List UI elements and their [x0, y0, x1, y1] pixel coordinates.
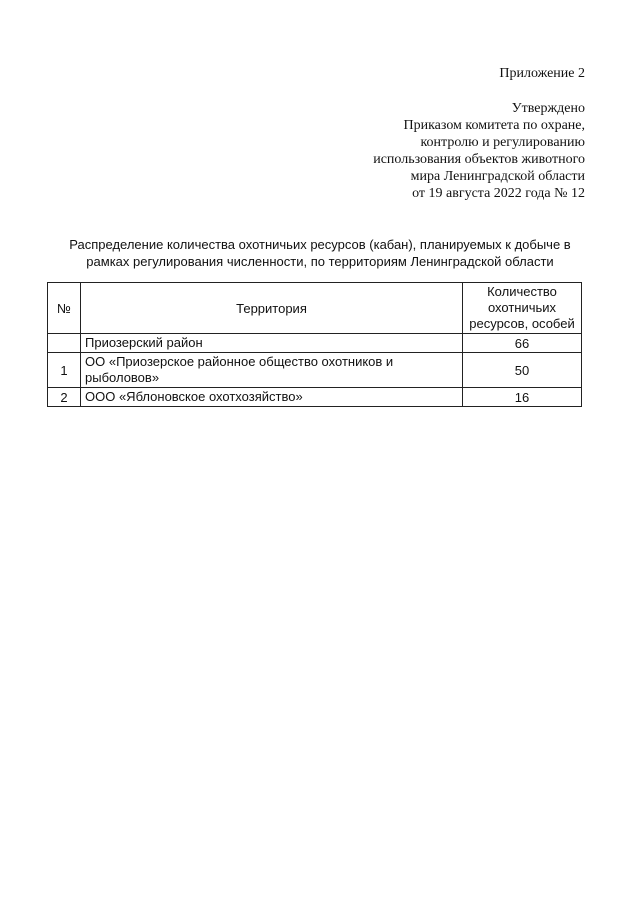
approval-line: использования объектов животного	[373, 152, 585, 167]
approval-line: Приказом комитета по охране,	[403, 118, 585, 133]
row-territory: ООО «Яблоновское охотхозяйство»	[81, 388, 463, 407]
row-territory: ОО «Приозерское районное общество охотников и рыболовов»	[81, 353, 463, 388]
row-quantity: 50	[463, 353, 582, 388]
row-quantity: 16	[463, 388, 582, 407]
approval-block	[305, 100, 585, 202]
title-line: Распределение количества охотничьих ресурсов (кабан), планируемых к добыче в	[69, 237, 571, 252]
table-header-row	[48, 283, 582, 334]
row-number: 1	[48, 353, 81, 388]
approval-line: контролю и регулированию	[420, 135, 585, 150]
header-quantity-line: Количество	[487, 284, 557, 299]
approval-line: от 19 августа 2022 года № 12	[412, 186, 585, 201]
appendix-number: Приложение 2	[499, 66, 585, 81]
approval-line: мира Ленинградской области	[410, 169, 585, 184]
header-quantity	[463, 283, 582, 334]
header-quantity-line: охотничьих	[487, 300, 557, 315]
table-row	[48, 353, 582, 388]
row-quantity: 66	[463, 334, 582, 353]
table-row	[48, 334, 582, 353]
approval-line: Утверждено	[511, 101, 585, 116]
row-territory: Приозерский район	[81, 334, 463, 353]
document-title	[50, 236, 590, 270]
table-row	[48, 388, 582, 407]
row-number	[48, 334, 81, 353]
title-line: рамках регулирования численности, по территориям Ленинградской области	[86, 254, 554, 269]
header-territory: Территория	[81, 283, 463, 334]
row-number: 2	[48, 388, 81, 407]
header-number: №	[48, 283, 81, 334]
distribution-table	[47, 282, 582, 407]
header-quantity-line: ресурсов, особей	[469, 316, 575, 331]
